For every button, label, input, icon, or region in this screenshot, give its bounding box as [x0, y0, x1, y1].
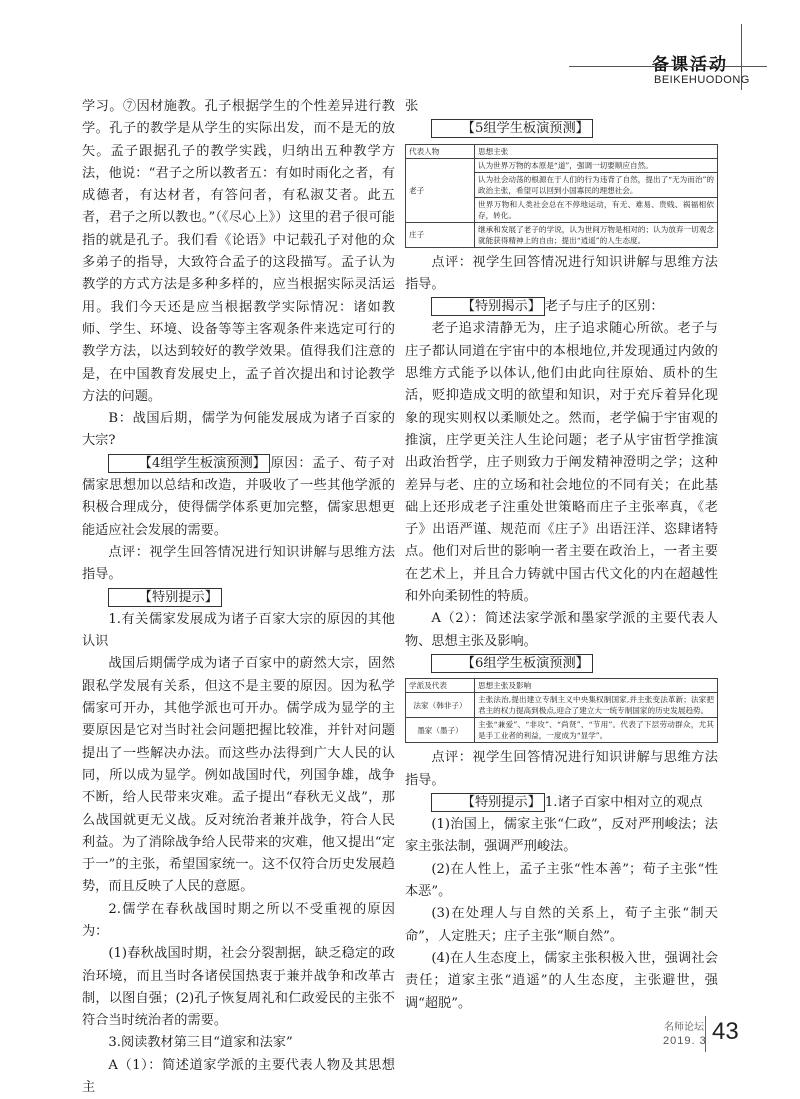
- paragraph: [405, 792, 718, 814]
- question-b: B：战国后期，儒学为何能发展成为诸子百家的大宗?: [82, 411, 395, 449]
- paragraph: [82, 453, 395, 542]
- comment: 点评：视学生回答情况进行知识讲解与思维方法指导。: [82, 544, 395, 583]
- table-cell: 继承和发展了老子的学说，认为世间万物是相对的；认为放弃一切观念就能获得精神上的自由；提出“逍遥”的人生态度。: [475, 222, 718, 247]
- table-header: 思想主张: [475, 144, 718, 158]
- table-header: 学派及代表: [406, 679, 475, 693]
- section-heading: 3.阅读教材第三目“道家和法家”: [108, 1035, 293, 1051]
- schools-table: [405, 678, 718, 743]
- table-cell: 认为世界万物的本原是“道”，强调一切要顺应自然。: [475, 158, 718, 172]
- paragraph: (3)在处理人与自然的关系上，荀子主张“制天命”，人定胜天；庄子主张“顺自然”。: [405, 906, 718, 944]
- table-row: [406, 718, 718, 743]
- table-row: [406, 693, 718, 718]
- table-cell: 主张“兼爱”、“非攻”、“尚贤”、“节用”。代表了下层劳动群众，尤其是手工业者的利益，一度成为“显学”。: [475, 718, 718, 743]
- footer-divider: [705, 1016, 706, 1052]
- paragraph: (1)春秋战国时期，社会分裂割据，缺乏稳定的政治环境，而且当时各诸侯国热衷于兼并战争和改革古制，以图自强；(2)孔子恢复周礼和仁政爱民的主张不符合当时统治者的需要。: [82, 946, 395, 1029]
- group5-label: 【5组学生板演预测】: [431, 119, 592, 138]
- tip-label: 【特别提示】: [108, 588, 222, 607]
- table-cell: 庄子: [406, 222, 475, 247]
- tip-label: 【特别提示】: [431, 793, 545, 812]
- daoist-table: [405, 144, 718, 248]
- table-header: 代表人物: [406, 144, 475, 158]
- paragraph: [405, 118, 718, 140]
- magazine-name: 名师论坛: [664, 1022, 704, 1033]
- right-column: [405, 96, 718, 1015]
- paragraph: (2)在人性上，孟子主张“性本善”；荀子主张“性本恶”。: [405, 861, 718, 900]
- table-cell: 主张法治,提出建立专制主义中央集权制国家,并主张变法革新；法家把君主的权力提高到极点,迎合了建立大一统专制国家的历史发展趋势。: [475, 693, 718, 718]
- reveal-text: 老子与庄子的区别：: [544, 299, 664, 315]
- question-a1: A（1）：简述道家学派的主要代表人物及其思想主: [82, 1057, 395, 1096]
- comment: 点评：视学生回答情况进行知识讲解与思维方法指导。: [405, 750, 718, 788]
- comment: 点评：视学生回答情况进行知识讲解与思维方法指导。: [405, 254, 718, 292]
- question-a2: A（2）：简述法家学派和墨家学派的主要代表人物、思想主张及影响。: [405, 611, 718, 649]
- column-subtitle: BEIKEHUODONG: [654, 74, 750, 86]
- table-row: [406, 222, 718, 247]
- column-title: 备课活动: [652, 55, 728, 75]
- page-number: 43: [712, 1018, 739, 1045]
- table-row: [406, 158, 718, 172]
- group6-label: 【6组学生板演预测】: [431, 654, 592, 673]
- table-header: 思想主张及影响: [475, 679, 718, 693]
- paragraph: [405, 296, 718, 318]
- header-rule: [569, 66, 767, 67]
- group4-label: 【4组学生板演预测】: [108, 454, 269, 473]
- paragraph: 学习。⑦因材施教。孔子根据学生的个性差异进行教学。孔子的教学是从学生的实际出发，而不是无的放矢。孟子跟据孔子的教学实践，归纳出五种教学方法，他说：“君子之所以教者五：有如时雨化之者，有成德者，有达材者，有答问者，有私淑艾者。此五者，君子之所以教也。”（《尽心上》）这里的君子很可能指的就是孔子。我们看《论语》中记载孔子对他的众多弟子的指导，大致符合孟子的这段描写。孟子认为教学的方式方法是多种多样的，应当根据实际灵活运用。我们今天还是应当根据教学实际情况：诸如教师、学生、环境、设备等等主客观条件来选定可行的教学方法，以达到较好的教学效果。值得我们注意的是，在中国教育发展史上，孟子首次提出和讨论教学方法的问题。: [82, 99, 395, 404]
- table-cell: 认为社会动荡的根源在于人们的行为违背了自然，提出了“无为而治”的政治主张，希望可以回到小国寡民的理想社会。: [475, 172, 718, 197]
- tip-heading: 1.诸子百家中相对立的观点: [544, 794, 703, 810]
- table-cell: 法家（韩非子）: [406, 693, 475, 718]
- paragraph: [405, 653, 718, 675]
- left-column: [82, 96, 395, 1099]
- table-cell: 墨家（墨子）: [406, 718, 475, 743]
- paragraph: 张: [405, 99, 419, 114]
- group4-text: 原因：孟子、荀子对儒家思想加以总结和改造，并吸收了一些其他学派的积极合理成分，使得儒学体系更加完整，儒家思想更能适应社会发展的需要。: [82, 455, 395, 538]
- table-cell: 老子: [406, 158, 475, 222]
- paragraph: (1)治国上，儒家主张“仁政”，反对严刑峻法；法家主张法制，强调严刑峻法。: [405, 817, 718, 855]
- paragraph: 战国后期儒学成为诸子百家中的蔚然大宗，固然跟私学发展有关系，但这不是主要的原因。因为私学儒家可开办，其他学派也可开办。儒学成为显学的主要原因是它对当时社会问题把握比较准，并针对问题提出了一些解决办法。而这些办法得到广大人民的认同，所以成为显学。例如战国时代，列国争雄，战争不断，给人民带来灾难。孟子提出“春秋无义战”，那么战国就更无义战。反对统治者兼并战争，符合人民利益。为了消除战争给人民带来的灾难，他又提出“定于一”的主张，希望国家统一。这不仅符合历史发展趋势，而且反映了人民的意愿。: [82, 656, 395, 895]
- paragraph: [82, 587, 395, 609]
- paragraph: (4)在人生态度上，儒家主张积极入世，强调社会责任；道家主张“逍遥”的人生态度，主张避世，强调“超脱”。: [405, 950, 718, 1011]
- issue-date: 2019. 3: [663, 1035, 707, 1047]
- tip-heading: 2.儒学在春秋战国时期之所以不受重视的原因为：: [82, 901, 395, 939]
- paragraph: 老子追求清静无为，庄子追求随心所欲。老子与庄子都认同道在宇宙中的本根地位,并发现通过内敛的思维方式能予以体认,他们由此向往原始、质朴的生活，贬抑造成文明的欲望和知识，对于充斥着异化现象的现实则权以柔顺处之。然而，老学偏于宇宙观的推演，庄学更关注人生论问题；老子从宇宙哲学推演出政治哲学，庄子则致力于阐发精神澄明之学；这种差异与老、庄的立场和社会地位的不同有关；在此基础上还形成老子注重处世策略而庄子主张率真，《老子》出语严谨、规范而《庄子》出语汪洋、恣肆诸特点。他们对后世的影响一者主要在政治上，一者主要在艺术上，并且合力铸就中国古代文化的内在超越性和外向柔韧性的特质。: [405, 321, 718, 605]
- table-cell: 世界万物和人类社会总在不停地运动，有无、难易、贵贱、祸福相依存，转化。: [475, 197, 718, 222]
- reveal-label: 【特别揭示】: [431, 297, 545, 316]
- tip-heading: 1.有关儒家发展成为诸子百家大宗的原因的其他认识: [82, 611, 395, 650]
